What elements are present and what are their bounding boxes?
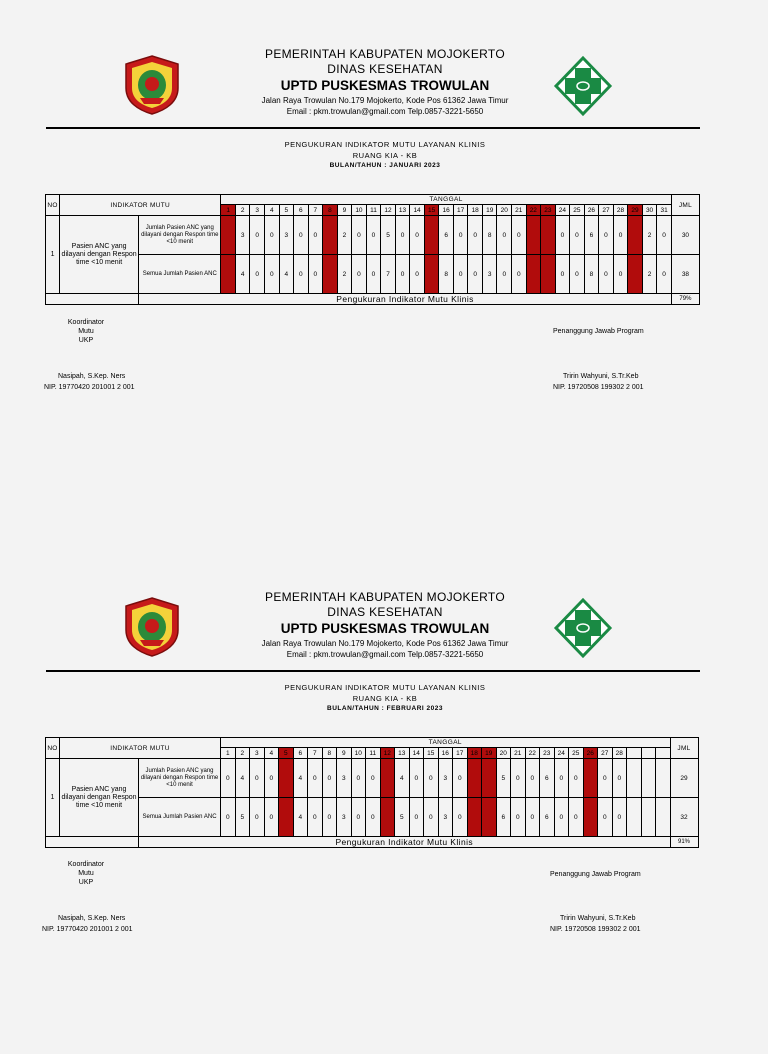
row-number: 1 [46, 216, 60, 294]
puskesmas-name: UPTD PUSKESMAS TROWULAN [280, 621, 490, 636]
numerator-value [221, 216, 236, 255]
day-cell: 2 [235, 748, 250, 759]
contact-info: Email : pkm.trowulan@gmail.com Telp.0857-3221-5650 [286, 107, 484, 116]
signature-right-nip: NIP. 19720508 199302 2 001 [550, 926, 641, 933]
period: BULAN/TAHUN : FEBRUARI 2023 [327, 705, 443, 712]
signature-left-name: Nasipah, S.Kep. Ners [58, 373, 126, 380]
numerator-value: 0 [424, 759, 439, 798]
numerator-value: 0 [511, 759, 526, 798]
numerator-value: 2 [337, 216, 352, 255]
day-cell: 18 [468, 205, 483, 216]
numerator-value [628, 216, 643, 255]
denominator-value: 0 [525, 798, 540, 837]
signature-right-title: Penanggung Jawab Program [553, 328, 644, 335]
numerator-value: 5 [381, 216, 396, 255]
denominator-value: 0 [366, 255, 381, 294]
denominator-value [467, 798, 482, 837]
day-cell: 16 [439, 205, 454, 216]
numerator-value: 0 [657, 216, 672, 255]
numerator-value: 0 [468, 216, 483, 255]
signature-right-title: Penanggung Jawab Program [550, 871, 641, 878]
indicator-name: Pasien ANC yang dilayani dengan Respon time <10 menit [60, 216, 139, 294]
puskesmas-logo-icon [553, 598, 613, 660]
total-header: JML [670, 738, 698, 759]
denominator-value: 3 [438, 798, 453, 837]
numerator-value [424, 216, 439, 255]
day-cell: 11 [366, 748, 381, 759]
day-cell: 9 [337, 748, 352, 759]
day-cell: 14 [410, 205, 425, 216]
denominator-value: 4 [235, 255, 250, 294]
denominator-value: 0 [497, 255, 512, 294]
total-header: JML [671, 195, 699, 216]
denominator-value: 8 [584, 255, 599, 294]
day-cell: 22 [525, 748, 540, 759]
denominator-row [46, 798, 699, 837]
day-cell: 10 [351, 748, 366, 759]
denominator-total: 32 [670, 798, 698, 837]
signature-right-nip: NIP. 19720508 199302 2 001 [553, 384, 644, 391]
denominator-value: 0 [264, 798, 279, 837]
numerator-value: 0 [264, 216, 279, 255]
indicator-header: INDIKATOR MUTU [60, 738, 221, 759]
numerator-value: 0 [352, 216, 367, 255]
denominator-value: 0 [308, 255, 323, 294]
day-cell: 4 [264, 205, 279, 216]
denominator-value: 0 [395, 255, 410, 294]
day-cell: 17 [453, 748, 468, 759]
denominator-value: 0 [570, 255, 585, 294]
day-cell: 20 [496, 748, 511, 759]
day-cell: 1 [221, 748, 236, 759]
day-cell: 4 [264, 748, 279, 759]
day-cell: 1 [221, 205, 236, 216]
day-cell: 15 [424, 748, 439, 759]
denominator-value: 0 [308, 798, 323, 837]
signature-left-nip: NIP. 19770420 201001 2 001 [44, 384, 135, 391]
day-cell: 19 [482, 748, 497, 759]
numerator-value: 0 [366, 759, 381, 798]
numerator-value: 0 [453, 759, 468, 798]
numerator-value: 0 [497, 216, 512, 255]
denominator-total: 38 [671, 255, 699, 294]
header-row [46, 738, 699, 748]
numerator-value: 3 [235, 216, 250, 255]
department-name: DINAS KESEHATAN [327, 62, 443, 76]
indicator-header: INDIKATOR MUTU [60, 195, 221, 216]
denominator-value [541, 255, 556, 294]
numerator-value: 4 [395, 759, 410, 798]
numerator-value: 0 [395, 216, 410, 255]
denominator-value: 3 [482, 255, 497, 294]
numerator-value: 3 [279, 216, 294, 255]
numerator-value [380, 759, 395, 798]
numerator-label: Jumlah Pasien ANC yang dilayani dengan Respon time <10 menit [139, 216, 221, 255]
denominator-value [628, 255, 643, 294]
report-title-block [200, 682, 570, 714]
denominator-value [424, 255, 439, 294]
report-page-february [0, 542, 768, 1054]
denominator-value: 0 [554, 798, 569, 837]
numerator-value: 0 [308, 759, 323, 798]
numerator-value: 0 [366, 216, 381, 255]
denominator-value [656, 798, 671, 837]
day-cell: 8 [322, 748, 337, 759]
day-cell: 10 [352, 205, 367, 216]
denominator-value: 2 [337, 255, 352, 294]
denominator-value: 2 [642, 255, 657, 294]
day-cell: 28 [613, 205, 628, 216]
numerator-value: 0 [599, 216, 614, 255]
numerator-value: 0 [264, 759, 279, 798]
day-cell: 6 [293, 748, 308, 759]
denominator-value: 4 [279, 255, 294, 294]
numerator-value: 0 [322, 759, 337, 798]
day-cell: 14 [409, 748, 424, 759]
numerator-value: 0 [294, 216, 309, 255]
signature-left-title: Koordinator Mutu UKP [67, 319, 105, 344]
footer-blank [46, 294, 139, 305]
numerator-value [641, 759, 656, 798]
achievement-percent: 79% [671, 294, 699, 305]
denominator-value: 8 [439, 255, 454, 294]
denominator-value: 0 [598, 798, 613, 837]
department-name: DINAS KESEHATAN [327, 605, 443, 619]
denominator-value: 6 [496, 798, 511, 837]
numerator-value: 3 [337, 759, 352, 798]
footer-blank [46, 837, 139, 848]
room-name: RUANG KIA - KB [352, 151, 418, 160]
denominator-value: 0 [612, 798, 627, 837]
day-cell: 24 [555, 205, 570, 216]
day-cell: 12 [381, 205, 396, 216]
day-cell: 18 [467, 748, 482, 759]
day-cell: 23 [541, 205, 556, 216]
day-cell: 9 [337, 205, 352, 216]
numerator-value: 8 [482, 216, 497, 255]
footer-label: Pengukuran Indikator Mutu Klinis [139, 294, 672, 305]
numerator-value [541, 216, 556, 255]
numerator-value: 0 [555, 216, 570, 255]
numerator-value: 4 [293, 759, 308, 798]
day-cell: 8 [323, 205, 338, 216]
numerator-value: 0 [613, 216, 628, 255]
day-cell: 5 [279, 205, 294, 216]
denominator-value: 0 [512, 255, 527, 294]
government-name: PEMERINTAH KABUPATEN MOJOKERTO [265, 590, 505, 604]
denominator-value [641, 798, 656, 837]
government-name: PEMERINTAH KABUPATEN MOJOKERTO [265, 47, 505, 61]
numerator-total: 29 [670, 759, 698, 798]
day-cell: 27 [599, 205, 614, 216]
denominator-value: 0 [453, 798, 468, 837]
day-cell: 3 [250, 748, 265, 759]
numerator-value: 0 [554, 759, 569, 798]
day-cell: 7 [308, 205, 323, 216]
denominator-value: 6 [540, 798, 555, 837]
report-title: PENGUKURAN INDIKATOR MUTU LAYANAN KLINIS [284, 683, 486, 692]
row-number: 1 [46, 759, 60, 837]
denominator-value: 0 [294, 255, 309, 294]
denominator-value: 0 [250, 798, 265, 837]
day-cell: 15 [424, 205, 439, 216]
denominator-value [221, 255, 236, 294]
numerator-value: 3 [438, 759, 453, 798]
day-cell: 21 [511, 748, 526, 759]
report-page-january [0, 0, 768, 512]
numerator-value: 0 [308, 216, 323, 255]
denominator-value: 0 [409, 798, 424, 837]
denominator-value: 0 [599, 255, 614, 294]
numerator-value: 0 [453, 216, 468, 255]
numerator-value: 0 [409, 759, 424, 798]
numerator-value: 0 [525, 759, 540, 798]
day-cell: 12 [380, 748, 395, 759]
achievement-percent: 91% [670, 837, 698, 848]
numerator-value: 4 [235, 759, 250, 798]
no-header: NO [46, 195, 60, 216]
header-divider [46, 127, 700, 129]
numerator-value: 2 [642, 216, 657, 255]
period: BULAN/TAHUN : JANUARI 2023 [329, 162, 441, 169]
header-divider [46, 670, 700, 672]
day-cell: 16 [438, 748, 453, 759]
denominator-row [46, 255, 700, 294]
denominator-value: 0 [322, 798, 337, 837]
denominator-value: 0 [221, 798, 236, 837]
denominator-value: 7 [381, 255, 396, 294]
contact-info: Email : pkm.trowulan@gmail.com Telp.0857-3221-5650 [286, 650, 484, 659]
report-title: PENGUKURAN INDIKATOR MUTU LAYANAN KLINIS [284, 140, 486, 149]
date-header: TANGGAL [221, 738, 671, 748]
denominator-value: 0 [657, 255, 672, 294]
denominator-value: 0 [366, 798, 381, 837]
numerator-total: 30 [671, 216, 699, 255]
day-cell: 20 [497, 205, 512, 216]
date-header: TANGGAL [221, 195, 671, 205]
denominator-value: 0 [511, 798, 526, 837]
room-name: RUANG KIA - KB [352, 694, 418, 703]
denominator-value [583, 798, 598, 837]
footer-row [46, 837, 699, 848]
report-title-block [200, 139, 570, 171]
day-cell: 11 [366, 205, 381, 216]
address: Jalan Raya Trowulan No.179 Mojokerto, Kode Pos 61362 Jawa Timur [261, 639, 509, 648]
indicator-name: Pasien ANC yang dilayani dengan Respon time <10 menit [60, 759, 139, 837]
denominator-value: 0 [264, 255, 279, 294]
day-cell: 7 [308, 748, 323, 759]
numerator-value: 6 [584, 216, 599, 255]
numerator-value: 0 [221, 759, 236, 798]
day-cell: 17 [453, 205, 468, 216]
denominator-value: 5 [395, 798, 410, 837]
day-cell: 25 [569, 748, 584, 759]
denominator-value: 0 [410, 255, 425, 294]
signature-right-name: Tririn Wahyuni, S.Tr.Keb [563, 373, 639, 380]
denominator-value: 0 [453, 255, 468, 294]
puskesmas-logo-icon [553, 56, 613, 118]
address: Jalan Raya Trowulan No.179 Mojokerto, Kode Pos 61362 Jawa Timur [261, 96, 509, 105]
day-cell: 25 [570, 205, 585, 216]
denominator-value [526, 255, 541, 294]
numerator-value [656, 759, 671, 798]
numerator-value: 0 [351, 759, 366, 798]
denominator-value: 0 [250, 255, 265, 294]
header-row [46, 195, 700, 205]
denominator-value: 3 [337, 798, 352, 837]
day-cell: 31 [657, 205, 672, 216]
denominator-value: 0 [424, 798, 439, 837]
day-cell: 28 [612, 748, 627, 759]
numerator-row [46, 216, 700, 255]
denominator-value [380, 798, 395, 837]
numerator-value: 0 [598, 759, 613, 798]
denominator-value: 4 [293, 798, 308, 837]
mojokerto-regency-emblem-icon [122, 596, 182, 658]
numerator-value: 6 [439, 216, 454, 255]
footer-label: Pengukuran Indikator Mutu Klinis [139, 837, 671, 848]
mojokerto-regency-emblem-icon [122, 54, 182, 116]
numerator-row [46, 759, 699, 798]
day-cell: 13 [395, 205, 410, 216]
day-cell [656, 748, 671, 759]
denominator-value: 0 [569, 798, 584, 837]
numerator-value: 0 [250, 216, 265, 255]
day-cell: 29 [628, 205, 643, 216]
no-header: NO [46, 738, 60, 759]
indicator-table [45, 194, 700, 305]
signature-left-title: Koordinator Mutu UKP [67, 861, 105, 886]
numerator-value [279, 759, 294, 798]
denominator-value [279, 798, 294, 837]
day-cell: 2 [235, 205, 250, 216]
numerator-value: 0 [250, 759, 265, 798]
day-cell: 23 [540, 748, 555, 759]
numerator-value [627, 759, 642, 798]
numerator-value: 0 [570, 216, 585, 255]
denominator-value [482, 798, 497, 837]
numerator-value: 6 [540, 759, 555, 798]
numerator-value [467, 759, 482, 798]
day-cell: 5 [279, 748, 294, 759]
signature-left-nip: NIP. 19770420 201001 2 001 [42, 926, 133, 933]
letterhead [200, 590, 570, 660]
day-cell: 13 [395, 748, 410, 759]
day-cell [627, 748, 642, 759]
numerator-label: Jumlah Pasien ANC yang dilayani dengan Respon time <10 menit [139, 759, 221, 798]
denominator-value [323, 255, 338, 294]
numerator-value [526, 216, 541, 255]
puskesmas-name: UPTD PUSKESMAS TROWULAN [280, 78, 490, 93]
denominator-value [627, 798, 642, 837]
numerator-value [482, 759, 497, 798]
day-cell: 3 [250, 205, 265, 216]
numerator-value: 5 [496, 759, 511, 798]
denominator-value: 0 [555, 255, 570, 294]
day-cell: 22 [526, 205, 541, 216]
numerator-value: 0 [612, 759, 627, 798]
day-cell: 6 [294, 205, 309, 216]
signature-right-name: Tririn Wahyuni, S.Tr.Keb [560, 915, 636, 922]
numerator-value: 0 [410, 216, 425, 255]
numerator-value [583, 759, 598, 798]
day-cell: 30 [642, 205, 657, 216]
denominator-value: 0 [613, 255, 628, 294]
denominator-label: Semua Jumlah Pasien ANC [139, 255, 221, 294]
indicator-table [45, 737, 699, 848]
signature-left-name: Nasipah, S.Kep. Ners [58, 915, 126, 922]
day-cell: 21 [512, 205, 527, 216]
denominator-value: 0 [351, 798, 366, 837]
numerator-value: 0 [569, 759, 584, 798]
denominator-value: 0 [468, 255, 483, 294]
day-cell: 26 [583, 748, 598, 759]
footer-row [46, 294, 700, 305]
denominator-value: 5 [235, 798, 250, 837]
day-cell: 19 [482, 205, 497, 216]
day-cell: 24 [554, 748, 569, 759]
denominator-label: Semua Jumlah Pasien ANC [139, 798, 221, 837]
denominator-value: 0 [352, 255, 367, 294]
day-cell [641, 748, 656, 759]
day-cell: 26 [584, 205, 599, 216]
numerator-value: 0 [512, 216, 527, 255]
letterhead [200, 47, 570, 117]
numerator-value [323, 216, 338, 255]
day-cell: 27 [598, 748, 613, 759]
